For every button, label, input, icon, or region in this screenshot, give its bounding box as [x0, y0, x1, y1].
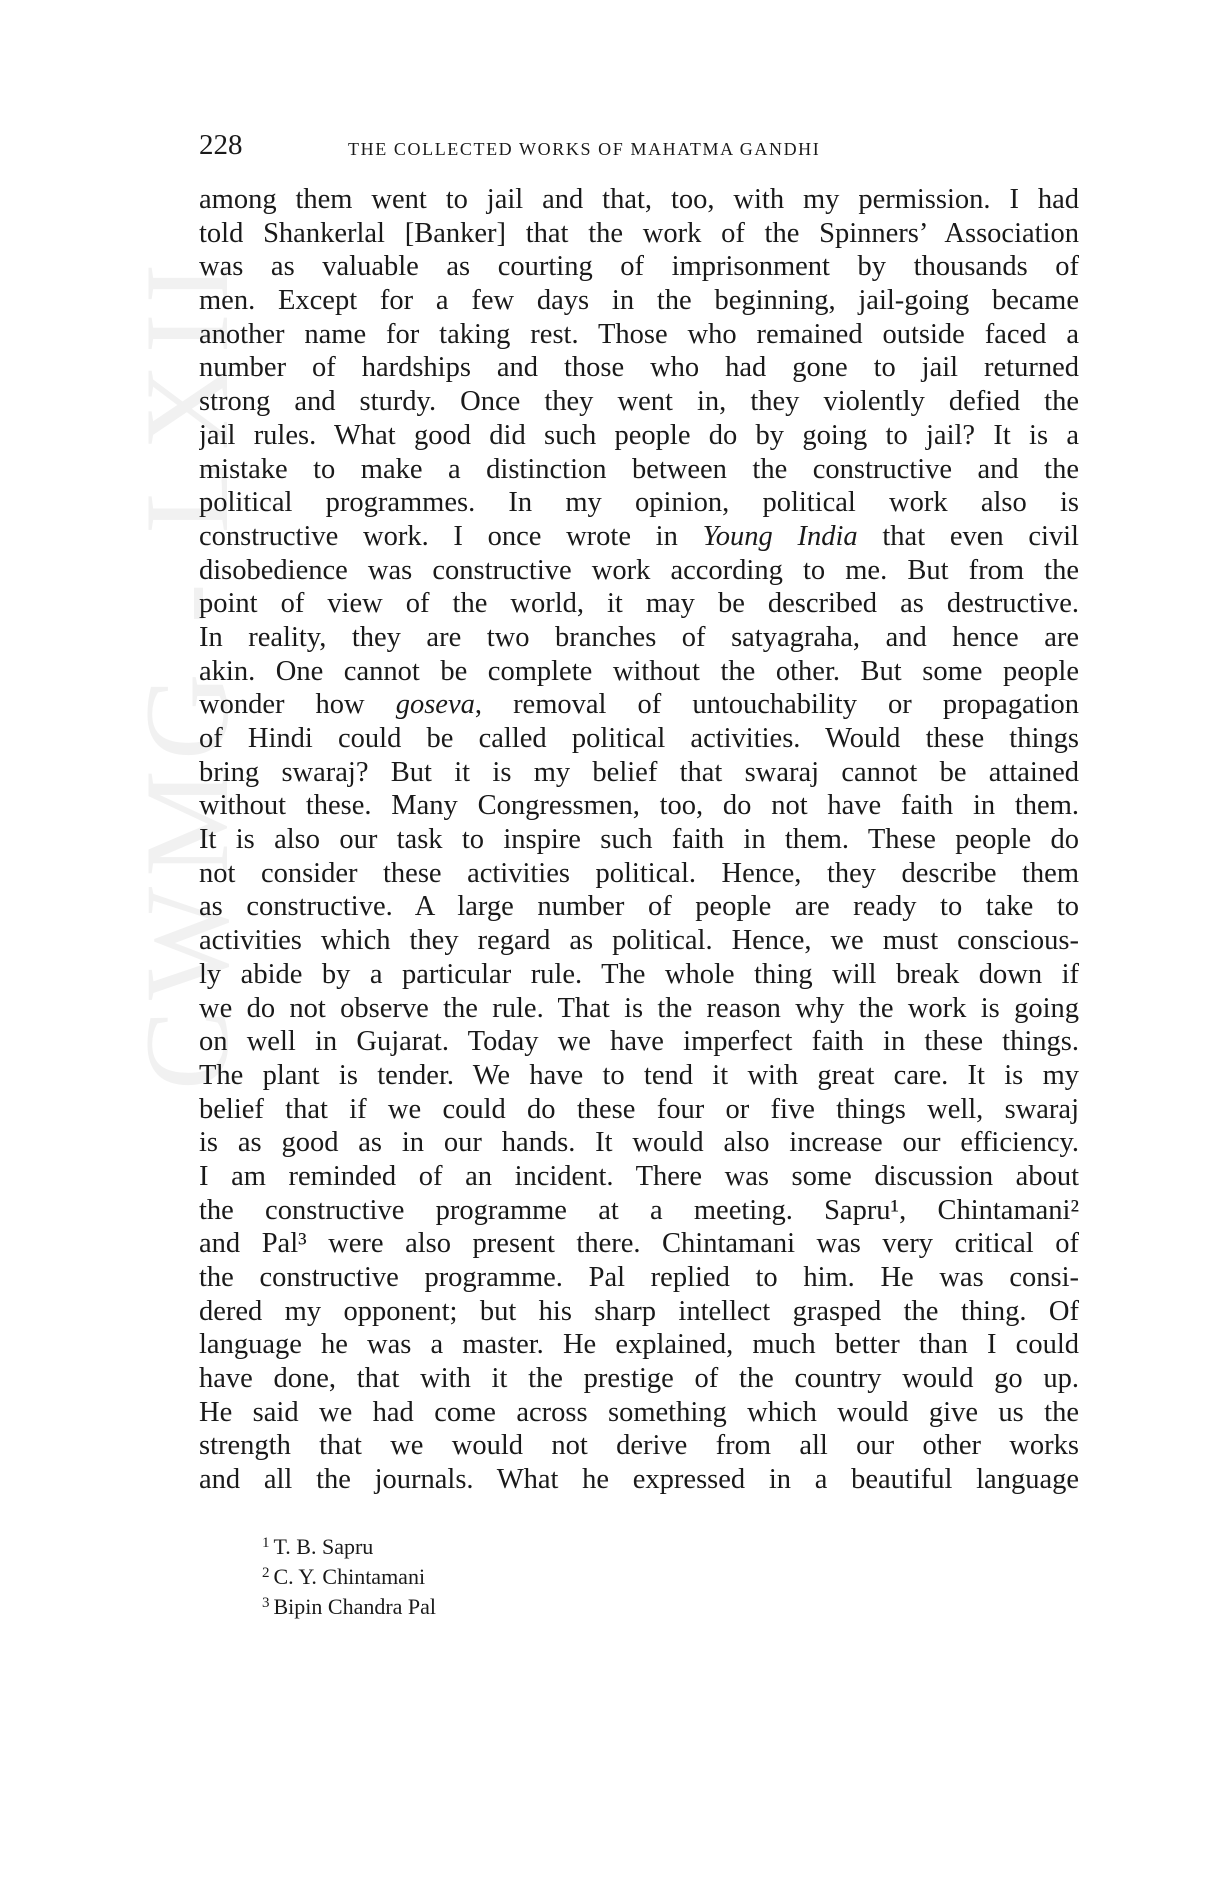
text-line: mistake to make a distinction between the constructive and the [199, 453, 1079, 485]
text-line: wonder how goseva, removal of untouchability or propagation [199, 689, 1079, 721]
text-line: as constructive. A large number of people are ready to take to [199, 891, 1079, 923]
footnote-marker: 2 [262, 1565, 270, 1581]
italic-term: goseva [395, 689, 475, 721]
text-line: is as good as in our hands. It would also increase our efficiency. [199, 1127, 1079, 1159]
page-number: 228 [199, 129, 243, 161]
text-line: and Pal³ were also present there. Chintamani was very critical of [199, 1228, 1079, 1260]
text-line: without these. Many Congressmen, too, do not have faith in them. [199, 790, 1079, 822]
text-line: The plant is tender. We have to tend it with great care. It is my [199, 1059, 1079, 1091]
footnote-text: C. Y. Chintamani [273, 1564, 426, 1589]
italic-term: Young India [702, 520, 858, 552]
text-line: number of hardships and those who had gone to jail returned [199, 352, 1079, 384]
text-line: belief that if we could do these four or five things well, swaraj [199, 1093, 1079, 1125]
text-line: told Shankerlal [Banker] that the work of the Spinners’ Association [199, 217, 1079, 249]
book-title: THE COLLECTED WORKS OF MAHATMA GANDHI [348, 139, 821, 159]
text-line: was as valuable as courting of imprisonment by thousands of [199, 251, 1079, 283]
text-line: of Hindi could be called political activities. Would these things [199, 723, 1079, 754]
footnote-text: Bipin Chandra Pal [273, 1594, 437, 1619]
footnotes [262, 1528, 436, 1618]
text-line: disobedience was constructive work according to me. But from the [199, 554, 1079, 586]
text-line: ly abide by a particular rule. The whole thing will break down if [199, 958, 1079, 990]
footnote-marker: 3 [262, 1595, 270, 1611]
text-line: we do not observe the rule. That is the reason why the work is going [199, 992, 1079, 1024]
text-line: another name for taking rest. Those who remained outside faced a [199, 318, 1079, 350]
text-line: the constructive programme at a meeting. Sapru¹, Chintamani² [199, 1194, 1079, 1226]
footnote [262, 1528, 436, 1558]
text-line: strength that we would not derive from all our other works [199, 1430, 1079, 1462]
text-line: It is also our task to inspire such faith in them. These people do [199, 824, 1079, 856]
text-line: on well in Gujarat. Today we have imperfect faith in these things. [199, 1026, 1079, 1058]
text-line: political programmes. In my opinion, political work also is [199, 487, 1079, 519]
text-line: strong and sturdy. Once they went in, they violently defied the [199, 386, 1079, 418]
footnote-marker: 1 [262, 1535, 270, 1551]
text-line: dered my opponent; but his sharp intellect grasped the thing. Of [199, 1295, 1079, 1327]
text-line: and all the journals. What he expressed in a beautiful language [199, 1464, 1079, 1496]
footnote-text: T. B. Sapru [273, 1534, 374, 1559]
text-line: activities which they regard as political. Hence, we must conscious- [199, 925, 1079, 957]
body-text [199, 183, 1079, 1497]
text-line: bring swaraj? But it is my belief that swaraj cannot be attained [199, 756, 1079, 788]
text-line: language he was a master. He explained, much better than I could [199, 1329, 1079, 1361]
text-line: akin. One cannot be complete without the other. But some people [199, 655, 1079, 687]
text-line: In reality, they are two branches of satyagraha, and hence are [199, 621, 1079, 653]
text-line: not consider these activities political. Hence, they describe them [199, 857, 1079, 889]
text-line: He said we had come across something which would give us the [199, 1396, 1079, 1428]
text-line: men. Except for a few days in the beginning, jail-going became [199, 285, 1079, 317]
text-line: constructive work. I once wrote in Young India that even civil [199, 520, 1079, 552]
text-line: jail rules. What good did such people do by going to jail? It is a [199, 419, 1079, 451]
watermark: CWMG - LXII [120, 253, 253, 1090]
footnote [262, 1558, 436, 1588]
text-line: point of view of the world, it may be described as destructive. [199, 588, 1079, 620]
text-line: I am reminded of an incident. There was some discussion about [199, 1160, 1079, 1192]
running-head [199, 130, 1079, 170]
text-line: have done, that with it the prestige of the country would go up. [199, 1363, 1079, 1395]
footnote [262, 1588, 436, 1618]
text-line: the constructive programme. Pal replied to him. He was consi- [199, 1262, 1079, 1293]
text-line: among them went to jail and that, too, with my permission. I had [199, 184, 1079, 215]
